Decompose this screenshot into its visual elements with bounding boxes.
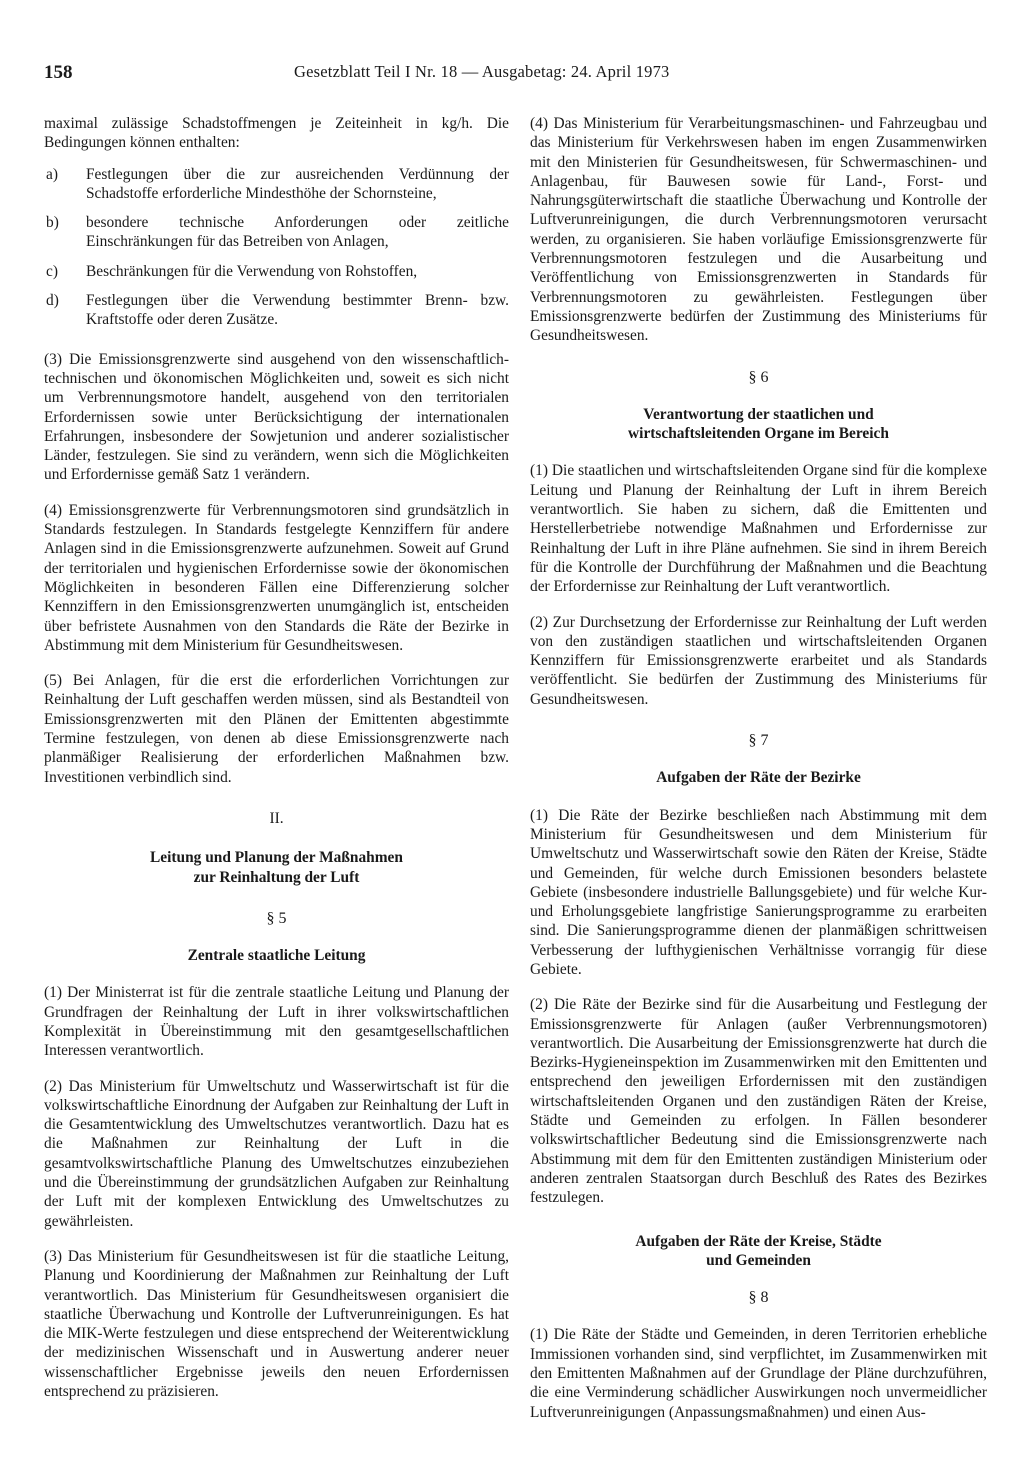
paragraph-sign-6: § 6 <box>748 368 769 386</box>
section-number: II. <box>269 809 284 827</box>
s6-paragraph-2: (2) Zur Durchsetzung der Erfordernisse zur Reinhaltung der Luft werden von den zuständigen staatlichen und wirtschaftsleitenden Organen Kennziffern für Emissionsgrenzwerte erarbeitet und als Standards veröffentlicht. Sie bedürfen der Zustimmung des Ministeriums für Gesundheitswesen. <box>530 613 987 708</box>
paragraph-title-7: Aufgaben der Räte der Bezirke <box>656 769 861 787</box>
section-title-line: Leitung und Planung der Maßnahmen <box>150 849 403 867</box>
paragraph-title-line: Aufgaben der Räte der Kreise, Städte <box>635 1232 882 1250</box>
s7-paragraph-2: (2) Die Räte der Bezirke sind für die Ausarbeitung und Festlegung der Emissionsgrenzwerte für Anlagen (außer Verbrennungsmotoren) verantwortlich. Die Ausarbeitung der Emissionsgrenzwerte hat durch die Bezirks-Hygieneinspektion im Zusammenwirken mit den Emittenten und entsprechend den jeweiligen Erfordernissen mit den zuständigen wirtschaftsleitenden Organen und den zuständigen Räten der Kreise, Städte und Gemeinden zu erfolgen. In Fällen besonderer volkswirtschaftlicher Bedeutung sind die Emissionsgrenzwerte nach Abstimmung mit dem für den Emittenten zuständigen Ministerium oder anderen zentralen Staatsorgan durch Beschluß des Rates des Bezirkes festzulegen. <box>530 996 987 1207</box>
list-item <box>44 262 509 281</box>
s8-paragraph-1: (1) Die Räte der Städte und Gemeinden, in deren Territorien erhebliche Immissionen vorhanden sind, sind verpflichtet, im Zusammenwirken mit den Emittenten Maßnahmen auf der Grundlage der Pläne durchzuführen, die eine Verminderung schädlicher Auswirkungen noch unvermeidlicher Luftverunreinigungen (Anpassungsmaßnahmen) und einen Aus- <box>530 1326 987 1421</box>
s5-paragraph-2: (2) Das Ministerium für Umweltschutz und Wasserwirtschaft ist für die volkswirtschaftliche Einordnung der Aufgaben zur Reinhaltung der Luft in die Gesamtentwicklung des Umweltschutzes verantwortlich. Dazu hat es die Maßnahmen zur Reinhaltung der Luft in die gesamtvolkswirtschaftliche Planung des Umweltschutzes einzubeziehen und die Übereinstimmung der grundsätzlichen Aufgaben zur Reinhaltung der Luft mit der komplexen Entwicklung des Umweltschutzes zu gewährleisten. <box>44 1077 509 1230</box>
paragraph-title-8 <box>530 1232 987 1271</box>
paragraph-title-6 <box>530 405 987 444</box>
list-text: Festlegungen über die Verwendung bestimmter Brenn- bzw. Kraftstoffe oder deren Zusätze. <box>86 292 509 329</box>
section-title-line: zur Reinhaltung der Luft <box>193 868 360 886</box>
list-item <box>44 213 509 252</box>
s5-paragraph-1: (1) Der Ministerrat ist für die zentrale staatliche Leitung und Planung der Grundfragen der Reinhaltung der Luft in ihrer volkswirtschaftlichen Komplexität in Übereinstimmung mit den gesamtgesellschaftlichen Interessen verantwortlich. <box>44 984 509 1060</box>
list-item <box>44 291 509 330</box>
paragraph-sign-7: § 7 <box>748 732 769 750</box>
paragraph-4: (4) Emissionsgrenzwerte für Verbrennungsmotoren sind grundsätzlich in Standards festzulegen. In Standards festgelegte Kennziffern für andere Anlagen sind in die Emissionsgrenzwerte aufzunehmen. Soweit auf Grund der territorialen und hygienischen Erfordernisse sowie der ökonomischen Möglichkeiten in besonderen Fällen eine Differenzierung solcher Kennziffern in den Emissionsgrenzwerten unumgänglich ist, entscheiden über befristete Ausnahmen von den Standards die Räte der Bezirke in Abstimmung mit dem Ministerium für Gesundheitswesen. <box>44 501 509 654</box>
section-title <box>44 848 509 887</box>
left-column <box>44 114 509 1401</box>
list-label: b) <box>46 214 59 232</box>
paragraph-title-line: wirtschaftsleitenden Organe im Bereich <box>628 425 889 443</box>
list-label: c) <box>46 262 58 280</box>
page-number: 158 <box>44 62 73 83</box>
page-header <box>44 62 994 86</box>
paragraph-title-line: und Gemeinden <box>706 1251 811 1269</box>
paragraph-sign-5: § 5 <box>266 909 287 927</box>
intro-paragraph: maximal zulässige Schadstoffmengen je Zeiteinheit in kg/h. Die Bedingungen können enthalten: <box>44 115 509 152</box>
paragraph-title-5: Zentrale staatliche Leitung <box>187 947 366 965</box>
paragraph-sign-8: § 8 <box>748 1289 769 1307</box>
s5-paragraph-4: (4) Das Ministerium für Verarbeitungsmaschinen- und Fahrzeugbau und das Ministerium für Verkehrswesen haben im engen Zusammenwirken mit den Ministerien für Gesundheitswesen, für Schwermaschinen- und Anlagenbau, für Bauwesen sowie für Land-, Forst- und Nahrungsgüterwirtschaft die staatliche Überwachung und Kontrolle der Luftverunreinigungen, die durch Verbrennungsmotoren verursacht werden, zu organisieren. Sie haben vorläufige Emissionsgrenzwerte für Verbrennungsmotoren festzulegen und die Ausarbeitung und Veröffentlichung von Emissionsgrenzwerten in Standards für Verbrennungsmotoren zu gewährleisten. Festlegungen über Emissionsgrenzwerte bedürfen der Zustimmung des Ministeriums für Gesundheitswesen. <box>530 115 987 345</box>
paragraph-title-line: Verantwortung der staatlichen und <box>643 405 874 423</box>
paragraph-5: (5) Bei Anlagen, für die erst die erforderlichen Vorrichtungen zur Reinhaltung der Luft geschaffen werden müssen, sind als Bestandteil von Emissionsgrenzwerten mit den Plänen der Emittenten abgestimmte Termine festzulegen, von denen ab diese Emissionsgrenzwerte nach planmäßiger Realisierung der erforderlichen Maßnahmen bzw. Investitionen verbindlich sind. <box>44 672 509 786</box>
s7-paragraph-1: (1) Die Räte der Bezirke beschließen nach Abstimmung mit dem Ministerium für Gesundheitswesen und dem Ministerium für Umweltschutz und Wasserwirtschaft sowie den Räten der Kreise, Städte und Gemeinden, für welche durch Emissionen besonders belastete Gebiete (insbesondere industrielle Ballungsgebiete) und für welche Kur- und Erholungsgebiete langfristige Sanierungsprogramme zu erarbeiten sind. Die Sanierungsprogramme dienen der planmäßigen schrittweisen Verbesserung der lufthygienischen Verhältnisse vorrangig für diese Gebiete. <box>530 806 987 978</box>
paragraph-3: (3) Die Emissionsgrenzwerte sind ausgehend von den wissenschaftlich-technischen und ökonomischen Möglichkeiten und, soweit es sich nicht um Verbrennungsmotore handelt, ausgehend von den territorialen Erfordernissen sowie unter Berücksichtigung der internationalen Erfahrungen, insbesondere der Sowjetunion und anderer sozialistischer Länder, festzulegen. Sie sind zu verändern, wenn sich die Möglichkeiten und Erfordernisse gemäß Satz 1 verändern. <box>44 350 509 484</box>
list-text: Festlegungen über die zur ausreichenden Verdünnung der Schadstoffe erforderliche Mindesthöhe der Schornsteine, <box>86 165 509 202</box>
list-item <box>44 165 509 204</box>
s6-paragraph-1: (1) Die staatlichen und wirtschaftsleitenden Organe sind für die komplexe Leitung und Planung der Reinhaltung der Luft in ihrem Bereich verantwortlich. Sie haben zu sichern, daß die Emittenten und Herstellerbetriebe notwendige Maßnahmen und Erfordernisse zur Reinhaltung der Luft in ihre Pläne aufnehmen. Sie sind in ihrem Bereich für die Kontrolle der Durchführung der Maßnahmen und die Beachtung der Erfordernisse zur Reinhaltung der Luft verantwortlich. <box>530 462 987 596</box>
list-label: a) <box>46 165 58 183</box>
list-text: besondere technische Anforderungen oder zeitliche Einschränkungen für das Betreiben von Anlagen, <box>86 214 509 251</box>
s5-paragraph-3: (3) Das Ministerium für Gesundheitswesen ist für die staatliche Leitung, Planung und Koordinierung der Maßnahmen zur Reinhaltung der Luft verantwortlich. Das Ministerium für Gesundheitswesen organisiert die staatliche Überwachung und Kontrolle der Luftverunreinigungen. Es hat die MIK-Werte festzulegen und diese entsprechend der Weiterentwicklung der medizinischen Wissenschaft und in Auswertung anderer neuer wissenschaftlicher Ergebnisse jeweils den neuen Erfordernissen entsprechend zu präzisieren. <box>44 1247 509 1401</box>
right-column <box>530 114 987 1422</box>
list-text: Beschränkungen für die Verwendung von Rohstoffen, <box>86 262 418 280</box>
journal-title: Gesetzblatt Teil I Nr. 18 — Ausgabetag: 24. April 1973 <box>294 62 670 81</box>
list-label: d) <box>46 292 59 310</box>
